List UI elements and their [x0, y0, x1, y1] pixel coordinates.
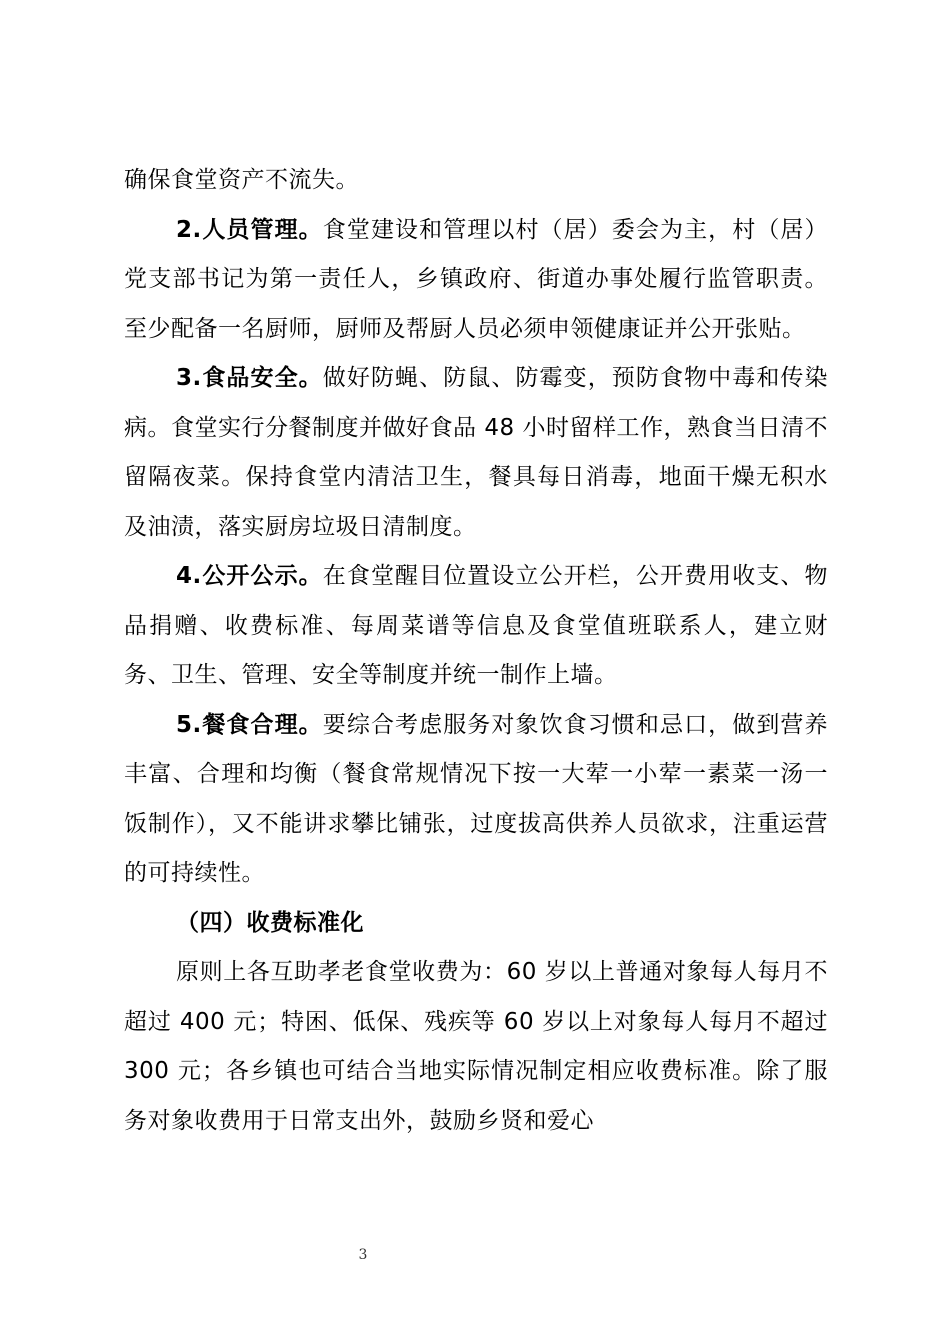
paragraph-continuation	[124, 156, 828, 206]
paragraph-heading: 3.食品安全。	[176, 365, 323, 391]
paragraph-reasonable-meals	[124, 701, 828, 899]
paragraph-text: 确保食堂资产不流失。	[124, 167, 359, 193]
document-body	[124, 156, 828, 1146]
paragraph-food-safety	[124, 354, 828, 552]
paragraph-personnel-management	[124, 206, 828, 355]
paragraph-text: 做好防蝇、防鼠、防霉变，预防食物中毒和传染病。食堂实行分餐制度并做好食品 48 小时留样工作，熟食当日清不留隔夜菜。保持食堂内清洁卫生，餐具每日消毒，地面干燥无积水及油渍，落实厨房垃圾日清制度。	[124, 365, 828, 540]
paragraph-heading: 5.餐食合理。	[176, 711, 323, 738]
paragraph-text: 食堂建设和管理以村（居）委会为主，村（居）党支部书记为第一责任人，乡镇政府、街道办事处履行监管职责。至少配备一名厨师，厨师及帮厨人员必须申领健康证并公开张贴。	[124, 216, 828, 342]
paragraph-heading: 2.人员管理。	[176, 216, 323, 243]
paragraph-text: 要综合考虑服务对象饮食习惯和忌口，做到营养丰富、合理和均衡（餐食常规情况下按一大荤一小荤一素菜一汤一饭制作），又不能讲求攀比铺张，过度拔高供养人员欲求，注重运营的可持续性。	[124, 711, 828, 886]
page-number: 3	[358, 1247, 368, 1263]
paragraph-fee-standards	[124, 948, 828, 1146]
section-heading-fee-standardization: （四）收费标准化	[176, 909, 364, 936]
paragraph-heading: 4.公开公示。	[176, 563, 323, 589]
paragraph-text: 原则上各互助孝老食堂收费为：60 岁以上普通对象每人每月不超过 400 元；特困、低保、残疾等 60 岁以上对象每人每月不超过 300 元；各乡镇也可结合当地实际情况制定相应收费标准。除了服务对象收费用于日常支出外，鼓励乡贤和爱心	[124, 959, 828, 1134]
paragraph-public-disclosure	[124, 552, 828, 701]
paragraph-text: 在食堂醒目位置设立公开栏，公开费用收支、物品捐赠、收费标准、每周菜谱等信息及食堂值班联系人，建立财务、卫生、管理、安全等制度并统一制作上墙。	[124, 563, 828, 688]
